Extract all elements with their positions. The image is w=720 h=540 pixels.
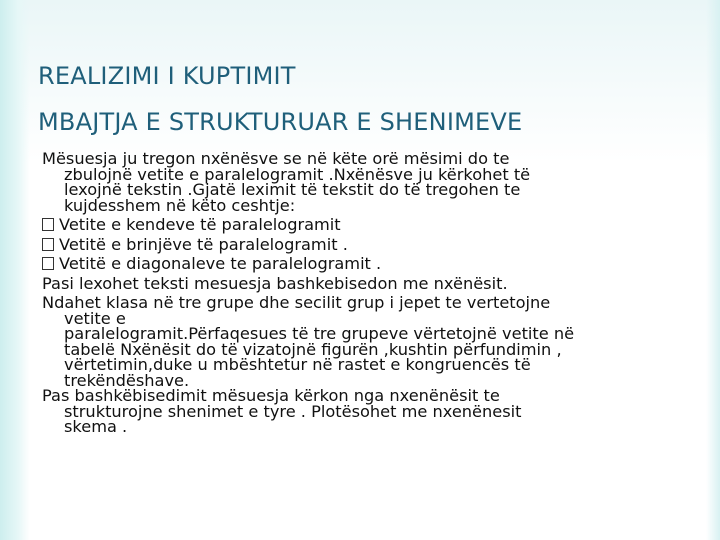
bullet-text: Vetite e kendeve të paralelogramit <box>59 215 341 234</box>
missing-glyph-box-icon <box>42 238 54 251</box>
paragraph-1-line-2: zbulojnë vetite e paralelogramit .Nxënësve ju kërkohet të <box>64 164 531 184</box>
missing-glyph-box-icon <box>42 218 54 231</box>
bullet-item <box>42 217 692 233</box>
paragraph-3-line-2: vetite e <box>64 308 126 328</box>
paragraph-3-line-3: paralelogramit.Përfaqesues të tre grupeve vërtetojnë vetite në <box>64 324 575 343</box>
paragraph-3-line-5: vërtetimin,duke u mbështetur në rastet e kongruencës të <box>64 355 531 374</box>
bullet-item <box>42 256 692 272</box>
bullet-text: Vetitë e brinjëve të paralelogramit . <box>59 234 348 254</box>
paragraph-1-line-1: Mësuesja ju tregon nxënësve se në këte orë mësimi do te <box>42 149 510 168</box>
slide-left-decoration <box>0 0 30 540</box>
paragraph-3-line-6: trekëndëshave. <box>64 370 190 390</box>
slide-title-line-1: REALIZIMI I KUPTIMIT <box>38 62 296 90</box>
paragraph-4-line-3: skema . <box>64 417 128 436</box>
paragraph-4-line-1: Pas bashkëbisedimit mësuesja kërkon nga nxenënësit te <box>42 386 500 405</box>
slide-body <box>42 151 692 435</box>
slide-title-line-2: MBAJTJA E STRUKTURUAR E SHENIMEVE <box>38 108 523 136</box>
paragraph-3-line-4: tabelë Nxënësit do të vizatojnë figurën ,kushtin përfundimin , <box>64 339 562 359</box>
paragraph-2: Pasi lexohet teksti mesuesja bashkebisedon me nxënësit. <box>42 273 508 293</box>
missing-glyph-box-icon <box>42 257 54 270</box>
paragraph-3-line-1: Ndahet klasa në tre grupe dhe secilit grup i jepet te vertetojne <box>42 293 551 312</box>
paragraph-4-line-2: strukturojne shenimet e tyre . Plotësohet me nxenënesit <box>64 401 522 421</box>
paragraph-1-line-4: kujdesshem në këto ceshtje: <box>64 195 296 215</box>
bullet-item <box>42 234 692 254</box>
bullet-text: Vetitë e diagonaleve te paralelogramit . <box>59 254 382 273</box>
paragraph-1-line-3: lexojnë tekstin .Gjatë leximit të tekstit do të tregohen te <box>64 180 521 199</box>
slide-right-decoration <box>706 0 720 540</box>
